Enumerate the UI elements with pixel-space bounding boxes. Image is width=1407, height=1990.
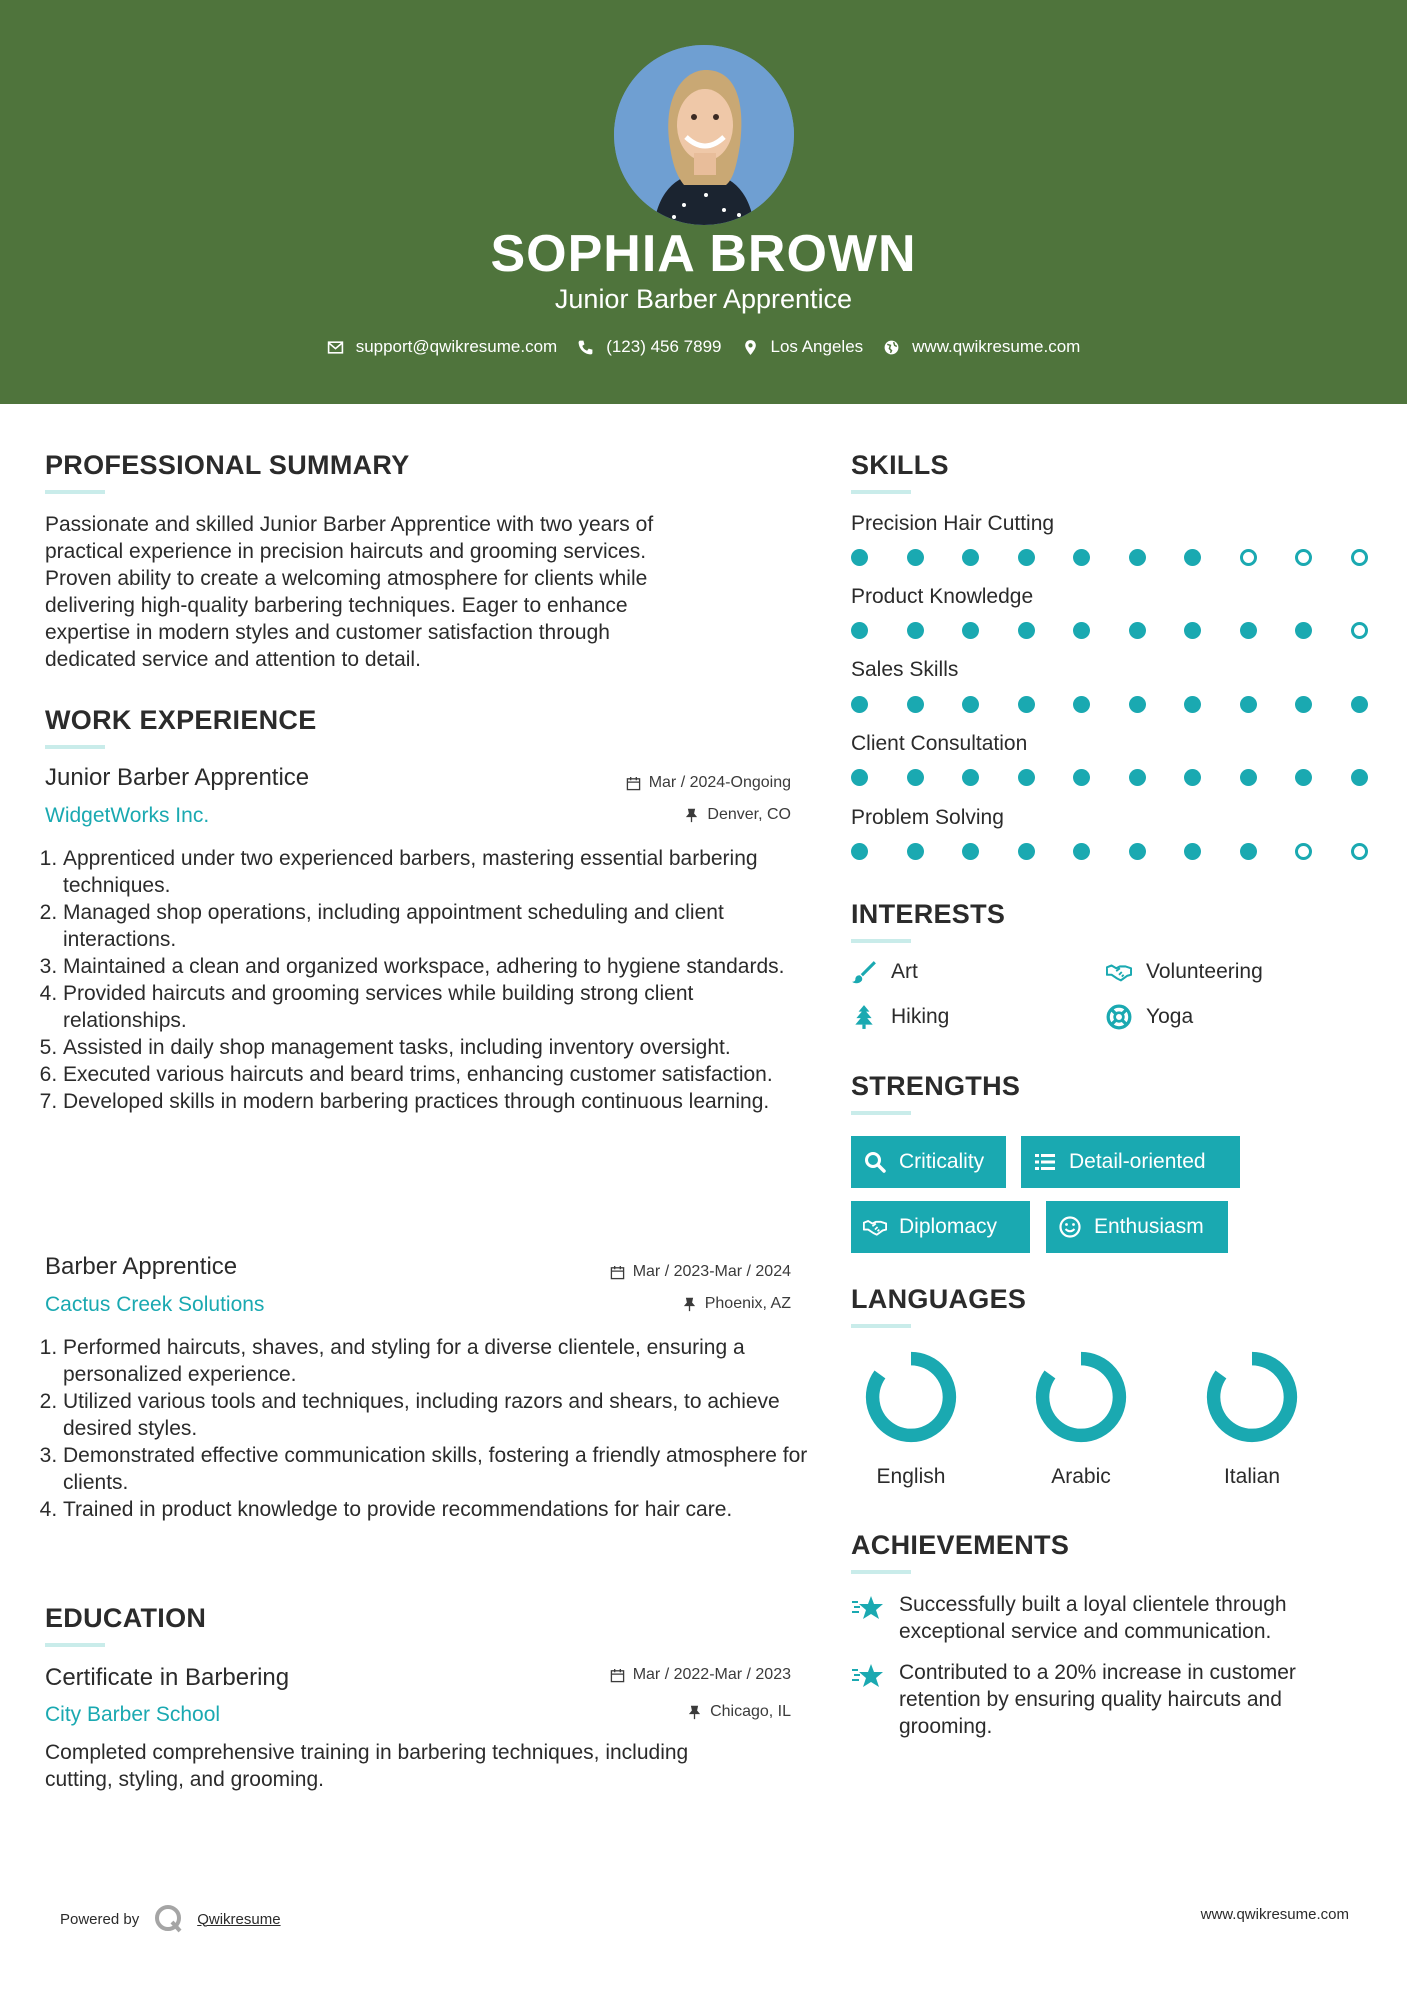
- school-name[interactable]: City Barber School: [45, 1703, 221, 1726]
- interest-label: Yoga: [1146, 1005, 1194, 1028]
- strength-label: Criticality: [899, 1150, 985, 1173]
- education-heading: EDUCATION: [45, 1603, 207, 1633]
- phone-text: (123) 456 7899: [606, 337, 722, 356]
- skill-dot: [1129, 549, 1146, 566]
- degree-title: Certificate in Barbering: [45, 1664, 290, 1691]
- contact-phone[interactable]: [577, 337, 721, 357]
- skill-dot: [907, 769, 924, 786]
- header-band: [0, 0, 1407, 404]
- duty-item: 2. Utilized various tools and techniques, including razors and shears, to achieve desired styles.: [63, 1388, 813, 1442]
- skill-dot: [1295, 843, 1312, 860]
- interest-label: Volunteering: [1146, 960, 1263, 983]
- education-line: Completed comprehensive training in barbering techniques, including: [45, 1741, 689, 1764]
- skill-dot: [1184, 549, 1201, 566]
- job-location: [684, 806, 791, 824]
- language-item: [1021, 1349, 1141, 1489]
- strength-tag: [1046, 1201, 1228, 1253]
- paintbrush-icon: [851, 959, 877, 985]
- skill-dot: [962, 769, 979, 786]
- skill-dot: [1018, 843, 1035, 860]
- job-role: Junior Barber Apprentice: [45, 764, 310, 791]
- summary-line: practical experience in precision haircuts and grooming services.: [45, 540, 647, 563]
- skill-rating: [851, 696, 1367, 718]
- skills-heading: SKILLS: [851, 450, 949, 480]
- skill-dot: [1129, 622, 1146, 639]
- skill-dot: [907, 622, 924, 639]
- strength-tag: [1021, 1136, 1240, 1188]
- summary-line: Passionate and skilled Junior Barber Apprentice with two years of: [45, 513, 654, 536]
- map-pin-icon: [742, 339, 759, 356]
- handshake-icon: [863, 1215, 887, 1239]
- language-name: Italian: [1223, 1465, 1281, 1488]
- skill-dot: [1184, 769, 1201, 786]
- skill-name: Client Consultation: [851, 732, 1028, 755]
- achievement-line: grooming.: [899, 1715, 993, 1738]
- skill-dot: [907, 549, 924, 566]
- achievement-line: retention by ensuring quality haircuts and: [899, 1688, 1282, 1711]
- experience-heading: WORK EXPERIENCE: [45, 705, 317, 735]
- portrait-image: [614, 45, 794, 225]
- skill-dot: [1018, 622, 1035, 639]
- candidate-name: SOPHIA BROWN: [490, 225, 917, 283]
- skill-dot: [851, 769, 868, 786]
- calendar-icon: [626, 776, 641, 791]
- summary-line: Proven ability to create a welcoming atmosphere for clients while: [45, 567, 648, 590]
- profile-photo: [614, 45, 794, 225]
- qwikresume-logo-icon: [153, 1904, 183, 1934]
- achievement-text: [899, 1591, 1287, 1645]
- skill-dot: [1073, 549, 1090, 566]
- skill-dot: [1295, 549, 1312, 566]
- strengths-heading: STRENGTHS: [851, 1071, 1021, 1101]
- contact-bar: [0, 337, 1407, 357]
- skill-dot: [1240, 549, 1257, 566]
- location-text: Los Angeles: [770, 337, 864, 356]
- duty-item: 6. Executed various haircuts and beard trims, enhancing customer satisfaction.: [63, 1061, 813, 1088]
- achievement-item: [851, 1659, 1371, 1740]
- job-duties: [45, 1334, 813, 1523]
- skill-dot: [1351, 622, 1368, 639]
- pushpin-icon: [682, 1297, 697, 1312]
- language-name: Arabic: [1051, 1465, 1111, 1488]
- skill-rating: [851, 622, 1367, 644]
- skill-dot: [962, 549, 979, 566]
- skill-dot: [1018, 769, 1035, 786]
- job-dates-text: Mar / 2024-Ongoing: [648, 774, 791, 791]
- duty-item: 5. Assisted in daily shop management tasks, including inventory oversight.: [63, 1034, 813, 1061]
- duty-item: 3. Demonstrated effective communication skills, fostering a friendly atmosphere for clients.: [63, 1442, 813, 1496]
- powered-by-text: Powered by: [60, 1910, 140, 1928]
- skill-dot: [1073, 622, 1090, 639]
- achievement-item: [851, 1591, 1371, 1645]
- skill-dot: [1018, 696, 1035, 713]
- skill-dot: [1351, 696, 1368, 713]
- skill-dot: [851, 696, 868, 713]
- lifebuoy-icon: [1106, 1004, 1132, 1030]
- job-location: [682, 1295, 791, 1313]
- language-name: English: [876, 1465, 946, 1488]
- skill-dot: [1240, 622, 1257, 639]
- skill-dot: [962, 696, 979, 713]
- duty-item: 4. Provided haircuts and grooming services while building strong client relationships.: [63, 980, 813, 1034]
- achievements-heading: ACHIEVEMENTS: [851, 1530, 1070, 1560]
- skill-dot: [1295, 696, 1312, 713]
- skill-dot: [907, 843, 924, 860]
- education-location-text: Chicago, IL: [710, 1703, 791, 1720]
- interests-heading: INTERESTS: [851, 899, 1006, 929]
- achievement-line: Successfully built a loyal clientele through: [899, 1593, 1287, 1616]
- brand-link[interactable]: Qwikresume: [197, 1910, 281, 1928]
- skill-dot: [1240, 843, 1257, 860]
- job-dates: [626, 774, 791, 792]
- education-location: [687, 1703, 791, 1721]
- skill-dot: [1129, 769, 1146, 786]
- summary-heading: PROFESSIONAL SUMMARY: [45, 450, 410, 480]
- skill-dot: [1184, 843, 1201, 860]
- phone-icon: [577, 339, 594, 356]
- calendar-icon: [610, 1265, 625, 1280]
- interest-label: Hiking: [891, 1005, 950, 1028]
- handshake-icon: [1106, 959, 1132, 985]
- duty-item: 1. Performed haircuts, shaves, and styling for a diverse clientele, ensuring a personalized experience.: [63, 1334, 813, 1388]
- skill-name: Product Knowledge: [851, 585, 1034, 608]
- skill-dot: [1018, 549, 1035, 566]
- proficiency-ring: [1033, 1349, 1129, 1445]
- strength-tag: [851, 1201, 1030, 1253]
- skill-dot: [1129, 696, 1146, 713]
- summary-line: dedicated service and attention to detail.: [45, 648, 421, 671]
- proficiency-ring: [1204, 1349, 1300, 1445]
- skill-dot: [851, 549, 868, 566]
- summary-line: expertise in modern styles and customer satisfaction through: [45, 621, 610, 644]
- proficiency-ring: [863, 1349, 959, 1445]
- skill-dot: [1184, 622, 1201, 639]
- job-company[interactable]: Cactus Creek Solutions: [45, 1293, 265, 1316]
- strength-label: Detail-oriented: [1069, 1150, 1206, 1173]
- education-dates-text: Mar / 2022-Mar / 2023: [632, 1666, 791, 1683]
- footer-website[interactable]: www.qwikresume.com: [1200, 1906, 1349, 1923]
- candidate-title: Junior Barber Apprentice: [554, 284, 853, 314]
- envelope-icon: [327, 339, 344, 356]
- job-company[interactable]: WidgetWorks Inc.: [45, 804, 210, 827]
- language-item: [851, 1349, 971, 1489]
- skill-dot: [1351, 843, 1368, 860]
- email-text: support@qwikresume.com: [355, 337, 558, 356]
- skill-rating: [851, 769, 1367, 791]
- website-text: www.qwikresume.com: [912, 337, 1081, 356]
- language-item: [1192, 1349, 1312, 1489]
- skill-dot: [1129, 843, 1146, 860]
- summary-line: delivering high-quality barbering techniques. Eager to enhance: [45, 594, 628, 617]
- interest-item: [851, 1004, 949, 1030]
- duty-item: 3. Maintained a clean and organized workspace, adhering to hygiene standards.: [63, 953, 813, 980]
- job-location-text: Phoenix, AZ: [704, 1295, 791, 1312]
- shooting-star-icon: [851, 1661, 885, 1691]
- education-dates: [610, 1666, 791, 1684]
- calendar-icon: [610, 1668, 625, 1683]
- duty-item: 4. Trained in product knowledge to provide recommendations for hair care.: [63, 1496, 813, 1523]
- achievement-line: Contributed to a 20% increase in customer: [899, 1661, 1296, 1684]
- shooting-star-icon: [851, 1593, 885, 1623]
- globe-icon: [883, 339, 900, 356]
- skill-dot: [907, 696, 924, 713]
- job-location-text: Denver, CO: [707, 806, 791, 823]
- interest-item: [1106, 1004, 1193, 1030]
- achievement-line: exceptional service and communication.: [899, 1620, 1272, 1643]
- interest-item: [851, 959, 918, 985]
- duty-item: 7. Developed skills in modern barbering practices through continuous learning.: [63, 1088, 813, 1115]
- skill-dot: [1295, 769, 1312, 786]
- achievement-text: [899, 1659, 1296, 1740]
- list-icon: [1033, 1150, 1057, 1174]
- interest-item: [1106, 959, 1263, 985]
- contact-website[interactable]: [883, 337, 1080, 357]
- skill-dot: [1295, 622, 1312, 639]
- contact-email[interactable]: [327, 337, 558, 357]
- skill-dot: [1184, 696, 1201, 713]
- skill-dot: [851, 622, 868, 639]
- tree-icon: [851, 1004, 877, 1030]
- education-description: [45, 1739, 805, 1793]
- skill-dot: [1351, 769, 1368, 786]
- strength-tag: [851, 1136, 1006, 1188]
- contact-location: [742, 337, 864, 357]
- skill-dot: [1073, 696, 1090, 713]
- job-duties: [45, 845, 813, 1115]
- footer-powered-by: [60, 1904, 281, 1934]
- pushpin-icon: [684, 808, 699, 823]
- skill-rating: [851, 843, 1367, 865]
- skill-dot: [1073, 769, 1090, 786]
- skill-dot: [851, 843, 868, 860]
- skill-dot: [1351, 549, 1368, 566]
- strength-label: Diplomacy: [899, 1215, 998, 1238]
- skill-dot: [962, 843, 979, 860]
- skill-name: Problem Solving: [851, 806, 1004, 829]
- skill-dot: [962, 622, 979, 639]
- duty-item: 1. Apprenticed under two experienced barbers, mastering essential barbering techniques.: [63, 845, 813, 899]
- search-icon: [863, 1150, 887, 1174]
- education-line: cutting, styling, and grooming.: [45, 1768, 324, 1791]
- skill-rating: [851, 549, 1367, 571]
- smile-icon: [1058, 1215, 1082, 1239]
- skill-dot: [1073, 843, 1090, 860]
- job-dates-text: Mar / 2023-Mar / 2024: [632, 1263, 791, 1280]
- skill-dot: [1240, 696, 1257, 713]
- interest-label: Art: [891, 960, 918, 983]
- duty-item: 2. Managed shop operations, including appointment scheduling and client interactions.: [63, 899, 813, 953]
- job-role: Barber Apprentice: [45, 1253, 238, 1280]
- job-dates: [610, 1263, 791, 1281]
- summary-text: [45, 511, 805, 673]
- languages-heading: LANGUAGES: [851, 1284, 1027, 1314]
- skill-name: Precision Hair Cutting: [851, 512, 1055, 535]
- skill-name: Sales Skills: [851, 658, 959, 681]
- skill-dot: [1240, 769, 1257, 786]
- pushpin-icon: [687, 1705, 702, 1720]
- strength-label: Enthusiasm: [1094, 1215, 1204, 1238]
